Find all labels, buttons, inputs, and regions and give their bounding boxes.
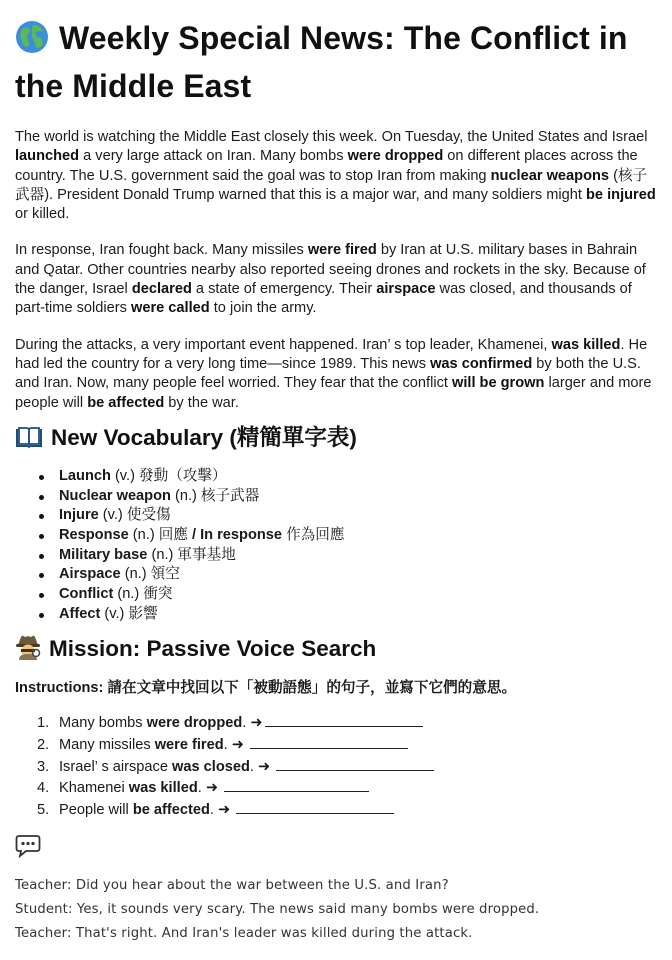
paragraph-3 xyxy=(15,336,660,413)
task-text: Many missiles xyxy=(59,737,155,754)
vocab-heading-text: New Vocabulary (精簡單字表) xyxy=(51,424,357,450)
bold-phrase: nuclear weapons xyxy=(490,167,610,184)
answer-blank[interactable] xyxy=(224,777,369,792)
vocab-item xyxy=(37,605,660,625)
bold-phrase: were fired xyxy=(307,242,377,259)
vocab-word: Airspace xyxy=(59,566,121,583)
answer-blank[interactable] xyxy=(276,756,434,771)
vocab-translation: 核子武器 xyxy=(200,487,260,504)
text-run: (核子武器). President Donald Trump warned that this is a major war, and many soldiers might xyxy=(15,167,648,203)
vocab-item xyxy=(37,546,660,566)
open-book-icon xyxy=(15,425,43,449)
bold-phrase: be injured xyxy=(586,186,656,203)
bold-phrase: were dropped xyxy=(347,148,444,165)
document-page xyxy=(15,14,660,948)
vocab-word: Launch xyxy=(59,467,111,484)
vocab-item xyxy=(37,585,660,605)
answer-blank[interactable] xyxy=(250,734,408,749)
vocab-word: Affect xyxy=(59,605,101,622)
paragraph-1 xyxy=(15,128,660,224)
task-number: 1. xyxy=(37,715,50,732)
vocab-heading xyxy=(15,423,660,453)
text-run: on different places across the country. The U.S. government said the goal was to stop Iran from making xyxy=(15,148,638,184)
vocab-extra-word: / In response xyxy=(192,526,283,543)
mission-heading xyxy=(15,634,660,664)
bold-phrase: was confirmed xyxy=(430,355,533,372)
page-title xyxy=(15,14,660,110)
dialogue-line: Teacher: Did you hear about the war between the U.S. and Iran? xyxy=(15,878,449,894)
vocab-item xyxy=(37,487,660,507)
task-number: 5. xyxy=(37,801,50,818)
vocab-word: Military base xyxy=(59,546,148,563)
task-item xyxy=(37,756,660,778)
task-arrow: . ➜ xyxy=(223,737,249,754)
vocab-item xyxy=(37,467,660,487)
vocab-pos: (v.) xyxy=(110,467,139,484)
vocab-translation: 領空 xyxy=(150,566,180,583)
bold-phrase: declared xyxy=(131,281,192,298)
instructions-text: 請在文章中找回以下「被動語態」的句子，並寫下它們的意思。 xyxy=(103,680,517,697)
text-run: was closed, and thousands of part-time soldiers xyxy=(15,281,632,317)
vocab-pos: (n.) xyxy=(147,546,178,563)
vocab-list xyxy=(15,467,660,625)
detective-icon xyxy=(15,634,41,660)
task-passive-phrase: were dropped xyxy=(146,715,243,732)
task-item xyxy=(37,734,660,756)
vocab-translation: 衝突 xyxy=(143,586,173,603)
vocab-pos: (v.) xyxy=(98,507,127,524)
bold-phrase: was killed xyxy=(551,336,621,353)
mission-heading-text: Mission: Passive Voice Search xyxy=(49,636,377,662)
task-item xyxy=(37,799,660,821)
vocab-pos: (n.) xyxy=(128,526,159,543)
bold-phrase: airspace xyxy=(376,281,436,298)
task-arrow: . ➜ xyxy=(209,801,235,818)
task-passive-phrase: be affected xyxy=(132,801,210,818)
title-text: Weekly Special News: The Conflict in the Middle East xyxy=(15,20,628,104)
text-run: The world is watching the Middle East closely this week. On Tuesday, the United States and Israel xyxy=(15,129,648,145)
text-run: a state of emergency. Their xyxy=(191,281,377,298)
instructions-label: Instructions: xyxy=(15,680,104,697)
task-passive-phrase: was closed xyxy=(172,758,250,775)
task-number: 2. xyxy=(37,737,50,754)
paragraph-2 xyxy=(15,241,660,318)
vocab-item xyxy=(37,565,660,585)
dialogue xyxy=(15,876,660,943)
dialogue-line: Student: Yes, it sounds very scary. The news said many bombs were dropped. xyxy=(15,902,540,918)
bold-phrase: were called xyxy=(130,300,210,317)
answer-blank[interactable] xyxy=(236,799,394,814)
text-run: by both the U.S. and Iran. Now, many people feel worried. They fear that the conflict xyxy=(15,355,641,392)
vocab-word: Conflict xyxy=(59,586,114,603)
vocab-translation: 使受傷 xyxy=(126,507,171,524)
vocab-word: Injure xyxy=(59,507,99,524)
text-run: . He had led the country for a very long time—since 1989. This news xyxy=(15,336,648,372)
vocab-translation: 影響 xyxy=(128,605,158,622)
vocab-word: Response xyxy=(59,526,129,543)
task-passive-phrase: were fired xyxy=(154,737,224,754)
task-text: Khamenei xyxy=(59,780,129,797)
task-item xyxy=(37,777,660,799)
vocab-translation: 軍事基地 xyxy=(177,546,236,563)
task-number: 4. xyxy=(37,780,50,797)
task-arrow: . ➜ xyxy=(197,780,223,797)
vocab-translation: 發動（攻擊） xyxy=(139,467,227,484)
text-run: During the attacks, a very important event happened. Iran’ s top leader, Khamenei, xyxy=(15,336,552,353)
vocab-item xyxy=(37,506,660,526)
task-item xyxy=(37,712,660,734)
dialogue-line: Teacher: That's right. And Iran's leader was killed during the attack. xyxy=(15,926,473,942)
bold-phrase: be affected xyxy=(87,394,165,411)
task-number: 3. xyxy=(37,758,50,775)
task-arrow: . ➜ xyxy=(242,715,263,732)
bold-phrase: launched xyxy=(15,148,80,165)
task-text: Israel’ s airspace xyxy=(59,758,173,775)
text-run: to join the army. xyxy=(209,300,317,317)
globe-icon xyxy=(15,20,49,54)
task-arrow: . ➜ xyxy=(249,758,275,775)
task-list xyxy=(15,712,660,820)
vocab-item xyxy=(37,526,660,546)
vocab-pos: (n.) xyxy=(170,487,201,504)
vocab-pos: (n.) xyxy=(113,586,144,603)
answer-blank[interactable] xyxy=(265,712,423,727)
vocab-pos: (n.) xyxy=(120,566,151,583)
text-run: or killed. xyxy=(15,206,70,223)
text-run: a very large attack on Iran. Many bombs xyxy=(79,148,348,165)
task-text: People will xyxy=(59,801,133,818)
text-run: larger and more people will xyxy=(15,375,652,411)
vocab-translation: 回應 xyxy=(158,526,192,543)
speech-bubble-icon xyxy=(15,834,41,858)
text-run: In response, Iran fought back. Many missiles xyxy=(15,242,308,259)
vocab-extra-translation: 作為回應 xyxy=(282,526,345,543)
bold-phrase: will be grown xyxy=(451,375,545,392)
vocab-word: Nuclear weapon xyxy=(59,487,171,504)
task-passive-phrase: was killed xyxy=(128,780,198,797)
vocab-pos: (v.) xyxy=(100,605,129,622)
task-text: Many bombs xyxy=(59,715,147,732)
text-run: by the war. xyxy=(164,394,239,411)
text-run: by Iran at U.S. military bases in Bahrain and Qatar. Other countries nearby also reported seeing drones and rockets in the sky. Because of the danger, Israel xyxy=(15,242,646,298)
instructions xyxy=(15,678,660,698)
